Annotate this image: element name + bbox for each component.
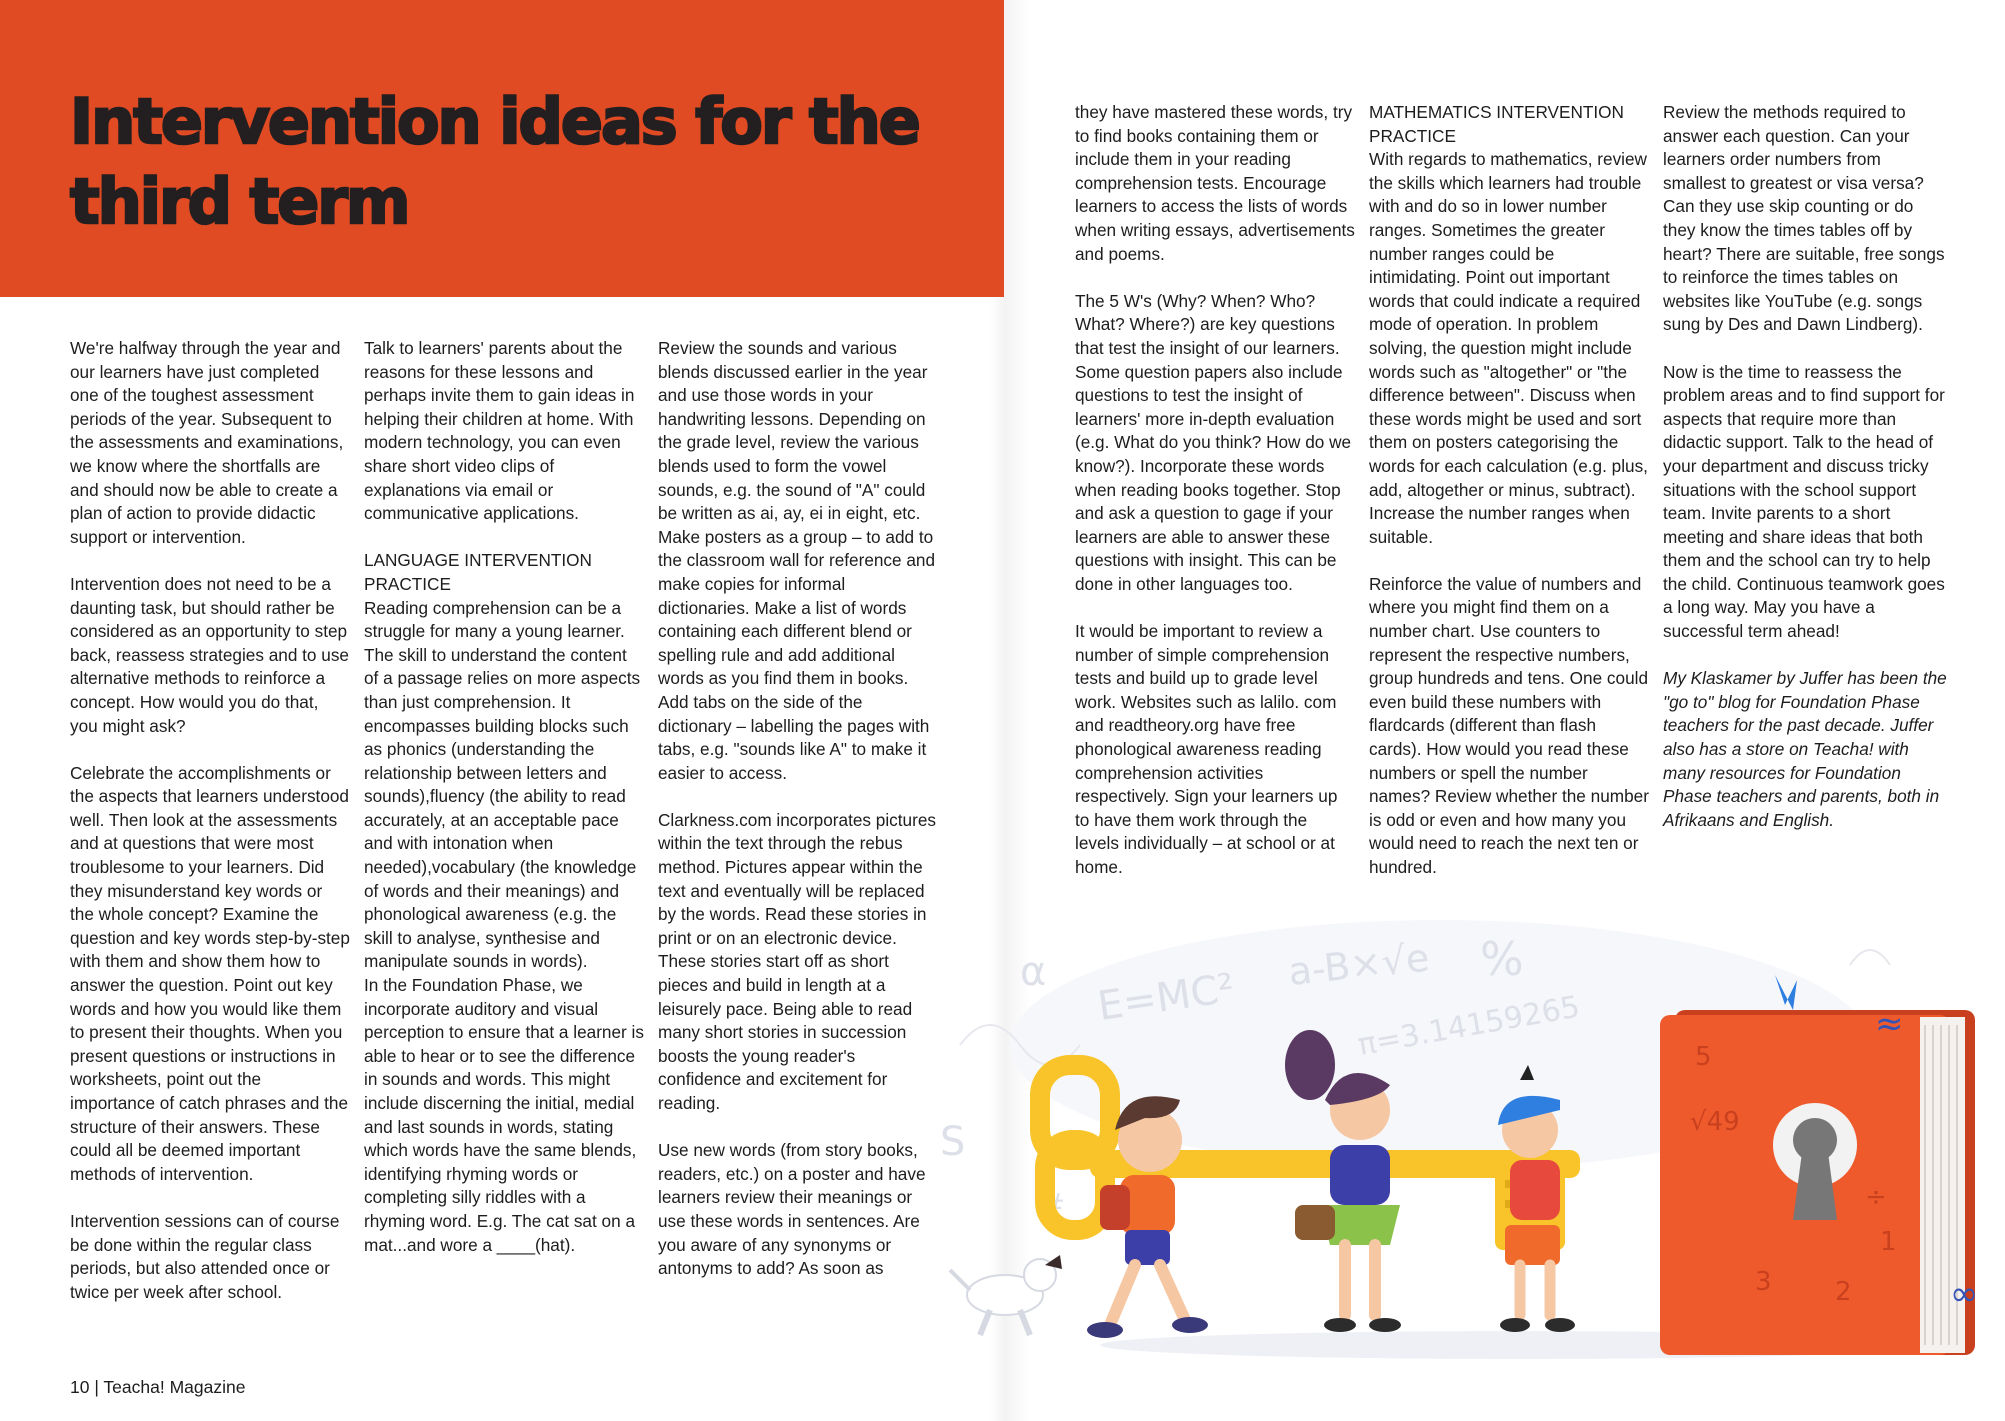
paragraph: In the Foundation Phase, we incorporate auditory and visual perception to ensure that a learner is able to hear or to see the difference in sounds and words. This might include discerning the initial, medial and last sounds in words, stating which words have the same blends, identifying rhyming words or completing silly riddles with a rhyming word. E.g. The cat sat on a mat...and wore a ____(hat). [364,975,644,1255]
doodle-pi: π=3.14159265 [1355,989,1583,1063]
paragraph: With regards to mathematics, review the skills which learners had trouble with and do so in lower number ranges. Sometimes the greater number ranges could be intimidating. Point out important words that could indicate a required mode of operation. In problem solving, the question might include words such as "altogether" or "the difference between". Discuss when these words might be used and sort them on posters categorising the words for each calculation (e.g. plus, add, altogether or minus, subtract). Increase the number ranges when suitable. [1369,149,1648,547]
section-heading-mathematics: MATHEMATICS INTERVENTION PRACTICE [1369,102,1624,146]
paragraph: they have mastered these words, try to find books containing them or include them in your reading comprehension tests. Encourage learners to access the lists of words when writing essays, advertisements and poems. [1075,102,1355,264]
page-footer: 10 | Teacha! Magazine [70,1377,246,1397]
paragraph: Review the sounds and various blends discussed earlier in the year and use those words in your handwriting lessons. Depending on the grade level, review the various blends used to form the vowel sounds, e.g. the sound of "A" could be written as ai, ay, ei in eight, etc. Make posters as a group – to add to the classroom wall for reference and make copies for informal dictionaries. Make a list of words containing each different blend or spelling rule and add additional words as you find them in books. Add tabs on the side of the dictionary – labelling the pages with tabs, e.g. "sounds like A" to make it easier to access. [658,338,936,783]
paragraph: Now is the time to reassess the problem areas and to find support for aspects that require more than didactic support. Talk to the head of your department and discuss tricky situations with the school support team. Invite parents to a short meeting and share ideas that both them and the school can try to help the child. Continuous teamwork goes a long way. May you have a successful term ahead! [1663,361,1945,642]
column-6 [1663,101,1948,856]
book-doodle: 3 [1755,1267,1772,1297]
page-title: Intervention ideas for the third term [70,85,919,238]
book-doodle: 2 [1835,1277,1852,1307]
paragraph: Reading comprehension can be a struggle for many a young learner. The skill to understand the content of a passage relies on more aspects than just comprehension. It encompasses building blocks such as phonics (understanding the relationship between letters and sounds),fluency (the ability to read accurately, at an acceptable pace and with intonation when needed),vocabulary (the knowledge of words and their meanings) and phonological awareness (e.g. the skill to analyse, synthesise and manipulate sounds in words). [364,597,641,972]
paragraph: Use new words (from story books, readers, etc.) on a poster and have learners review their meanings or use these words in sentences. Are you aware of any synonyms or antonyms to add? As soon as [658,1140,926,1279]
column-2 [364,337,644,1281]
paragraph: Clarkness.com incorporates pictures within the text through the rebus method. Pictures appear within the text and eventually will be replaced by the words. Read these stories in print or on an electronic device. These stories start off as short pieces and build in length at a leisurely pace. Being able to read many short stories in succession boosts the young reader's confidence and excitement for reading. [658,809,936,1113]
book-doodle: ÷ [1865,1182,1887,1212]
paragraph: We're halfway through the year and our learners have just completed one of the toughest assessment periods of the year. Subsequent to the assessments and examinations, we know where the shortfalls are and should now be able to create a plan of action to provide didactic support or intervention. [70,338,344,547]
book [1660,975,1978,1355]
title-banner [0,0,1004,297]
section-heading-language: LANGUAGE INTERVENTION PRACTICE [364,550,592,594]
column-3 [658,337,938,1304]
doodle-alpha: α [1020,949,1047,995]
paragraph: It would be important to review a number of simple comprehension tests and build up to grade level work. Websites such as lalilo. com and readtheory.org have free phonological awareness reading comprehension activities respectively. Sign your learners up to have them work through the levels individually – at school or at home. [1075,621,1338,877]
doodle-percent: % [1480,932,1524,986]
paragraph: Review the methods required to answer each question. Can your learners order numbers from smallest to greatest or visa versa? Can they use skip counting or do they know the times tables off by heart? There are suitable, free songs to reinforce the times tables on websites like YouTube (e.g. songs sung by Des and Dawn Lindberg). [1663,102,1945,335]
doodle-formula: a-B×√e [1286,935,1432,994]
column-4 [1075,101,1355,903]
doodle-emc2: E=MC² [1094,965,1238,1030]
book-doodle: √49 [1690,1107,1740,1137]
illustration [920,905,2005,1375]
doodle-s: S [940,1119,966,1165]
paragraph: The 5 W's (Why? When? Who? What? Where?) are key questions that test the insight of our learners. Some question papers also include questions to test the insight of learners' more in-depth evaluation (e.g. What do you think? How do we know?). Incorporate these words when reading books together. Stop and ask a question to gage if your learners are able to answer these questions with insight. This can be done in other languages too. [1075,290,1352,594]
paragraph: Celebrate the accomplishments or the aspects that learners understood well. Then look at the assessments and at questions that were most troublesome to your learners. Did they misunderstand key words or the whole concept? Examine the question and key words step-by-step with them and show them how to answer the question. Point out key words and how you would like them to present their thoughts. When you present questions or instructions in worksheets, point out the importance of catch phrases and the structure of their answers. These could all be deemed important methods of intervention. [70,762,350,1184]
paragraph: Intervention does not need to be a daunting task, but should rather be considered as an opportunity to step back, reassess strategies and to use alternative methods to reinforce a concept. How would you do that, you might ask? [70,573,349,736]
book-doodle: ≈ [1875,1004,1904,1044]
book-doodle: 1 [1880,1227,1897,1257]
illustration-svg [920,905,2005,1375]
column-5 [1369,101,1649,903]
dog [950,1255,1062,1335]
book-doodle: 5 [1695,1042,1712,1072]
paragraph: Reinforce the value of numbers and where you might find them on a number chart. Use counters to represent the respective numbers, group hundreds and tens. One could even build these numbers with flardcards (different than flash cards). How would you read these numbers or spell the number names? Review whether the number is odd or even and how many you would need to reach the next ten or hundred. [1369,573,1649,877]
author-bio: My Klaskamer by Juffer has been the "go to" blog for Foundation Phase teachers for the past decade. Juffer also has a store on Teacha! with many resources for Foundation Phase teachers and parents, both in Afrikaans and English. [1663,668,1947,830]
doodle-hash: # [1040,1188,1066,1223]
paragraph: Talk to learners' parents about the reasons for these lessons and perhaps invite them to gain ideas in helping their children at home. With modern technology, you can even share short video clips of explanations via email or communicative applications. [364,338,635,524]
paragraph: Intervention sessions can of course be done within the regular class periods, but also attended once or twice per week after school. [70,1210,340,1302]
column-1 [70,337,350,1328]
book-doodle: ∞ [1950,1274,1979,1314]
